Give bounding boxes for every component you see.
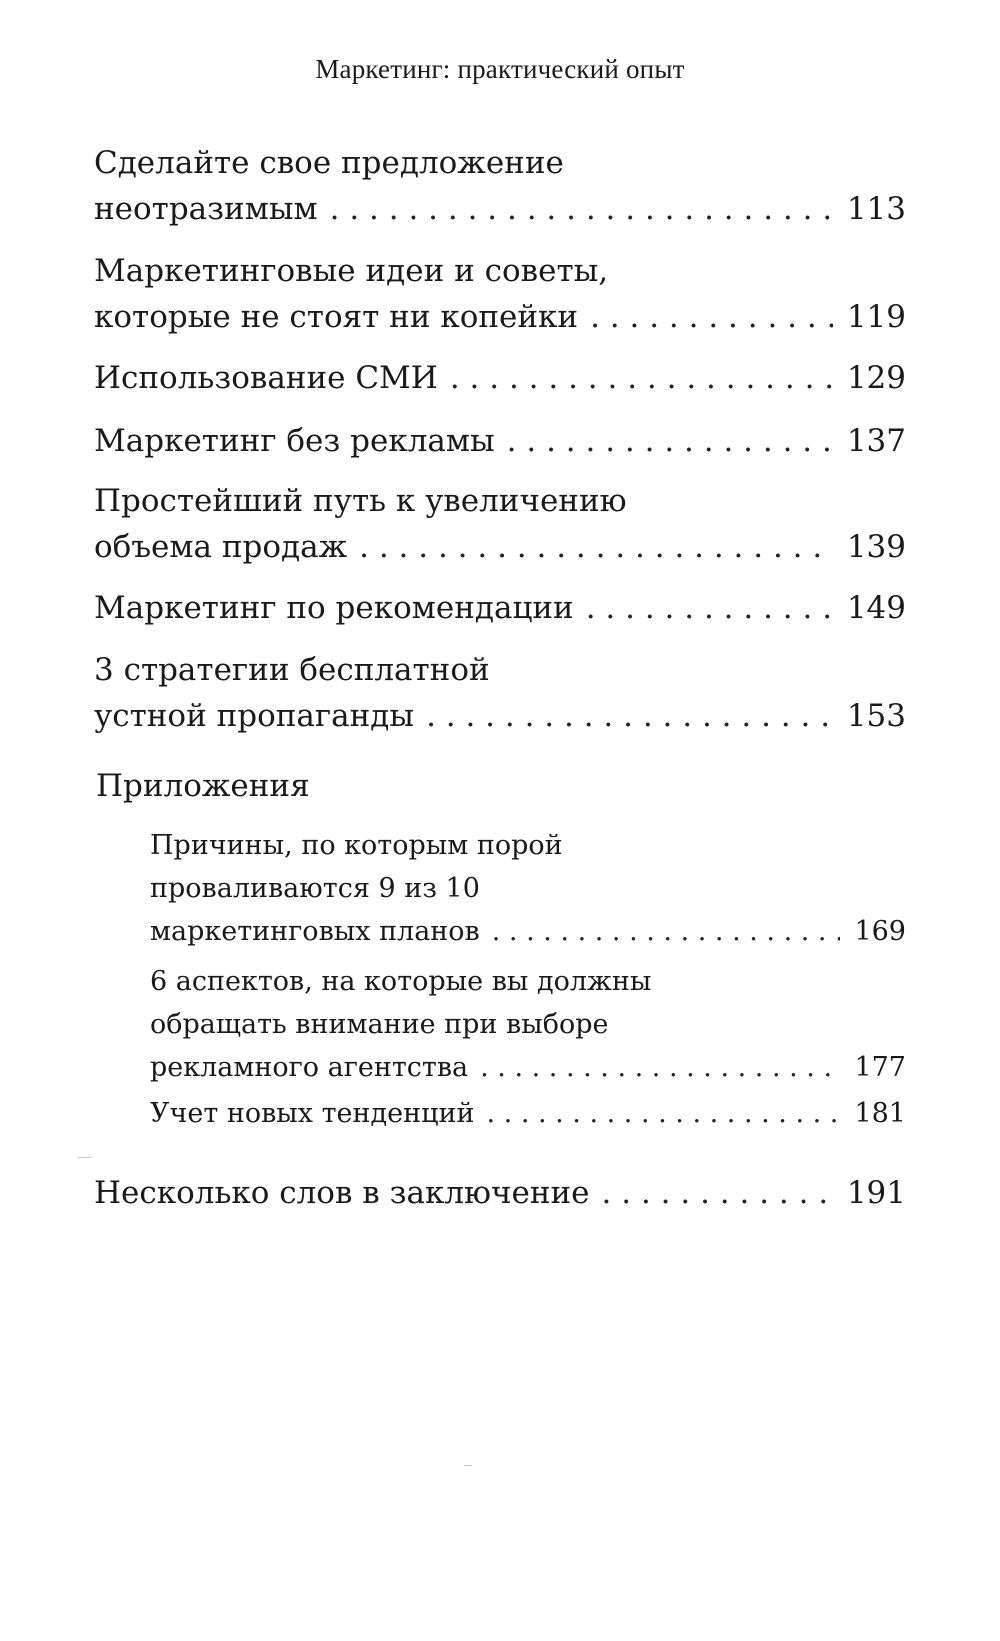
toc-page-number: 191 — [846, 1175, 906, 1211]
dot-leader — [359, 524, 833, 570]
toc-page-number: 177 — [854, 1052, 906, 1083]
toc-entry-title-line: Простейший путь к увеличению — [94, 483, 627, 519]
scan-speck — [78, 1157, 92, 1158]
toc-subentry[interactable] — [150, 824, 906, 953]
toc-page-number: 129 — [846, 360, 906, 396]
dot-leader — [330, 186, 833, 232]
toc-entry-title-line: обращать внимание при выборе — [150, 1009, 609, 1040]
toc-entry-title-line: проваливаются 9 из 10 — [150, 873, 480, 904]
dot-leader — [507, 418, 833, 464]
toc-entry[interactable] — [94, 140, 906, 232]
dot-leader — [486, 1092, 840, 1135]
toc-page-number: 119 — [846, 299, 906, 335]
toc-entry[interactable] — [94, 647, 906, 739]
dot-leader — [426, 693, 833, 739]
toc-entry[interactable] — [94, 355, 906, 401]
toc-entry[interactable] — [94, 478, 906, 570]
toc-entry-title-line: которые не стоят ни копейки — [94, 299, 579, 335]
toc-entry-title-line: неотразимым — [94, 191, 318, 227]
dot-leader — [480, 1046, 840, 1089]
toc-entry-title-line: Причины, по которым порой — [150, 830, 563, 861]
toc-entry-title-line: объема продаж — [94, 529, 348, 565]
dot-leader — [590, 294, 833, 340]
toc-page-number: 113 — [846, 191, 906, 227]
toc-entry-title-line: Сделайте свое предложение — [94, 145, 564, 181]
toc-page-number: 153 — [846, 698, 906, 734]
dot-leader — [492, 910, 841, 953]
toc-entry-title-line: рекламного агентства — [150, 1052, 469, 1083]
toc-page-number: 149 — [846, 590, 906, 626]
toc-subentry[interactable] — [150, 1092, 906, 1135]
toc-entry[interactable] — [94, 1170, 906, 1216]
toc-entry-title-line: 3 стратегии бесплатной — [94, 652, 490, 688]
toc-entry-title-line: Несколько слов в заключение — [94, 1175, 590, 1211]
toc-entry-title-line: Маркетинговые идеи и советы, — [94, 253, 609, 289]
toc-entry[interactable] — [94, 418, 906, 464]
toc-entry-title-line: Маркетинг по рекомендации — [94, 590, 574, 626]
toc-entry-title-line: Использование СМИ — [94, 360, 438, 396]
toc-page-number: 137 — [846, 423, 906, 459]
scan-speck — [464, 1465, 472, 1466]
appendix-heading: Приложения — [96, 768, 310, 804]
toc-entry[interactable] — [94, 585, 906, 631]
running-head: Маркетинг: практический опыт — [315, 54, 685, 84]
toc-entry-title-line: маркетинговых планов — [150, 916, 480, 947]
toc-page-number: 181 — [854, 1098, 906, 1129]
dot-leader — [602, 1170, 833, 1216]
toc-subentry[interactable] — [150, 960, 906, 1089]
toc-page-number: 169 — [854, 916, 906, 947]
toc-entry-title-line: Маркетинг без рекламы — [94, 423, 495, 459]
toc-page-number: 139 — [846, 529, 906, 565]
dot-leader — [450, 355, 833, 401]
toc-entry-title-line: 6 аспектов, на которые вы должны — [150, 966, 652, 997]
dot-leader — [586, 585, 833, 631]
toc-entry-title-line: Учет новых тенденций — [150, 1098, 475, 1129]
toc-entry[interactable] — [94, 248, 906, 340]
toc-entry-title-line: устной пропаганды — [94, 698, 415, 734]
